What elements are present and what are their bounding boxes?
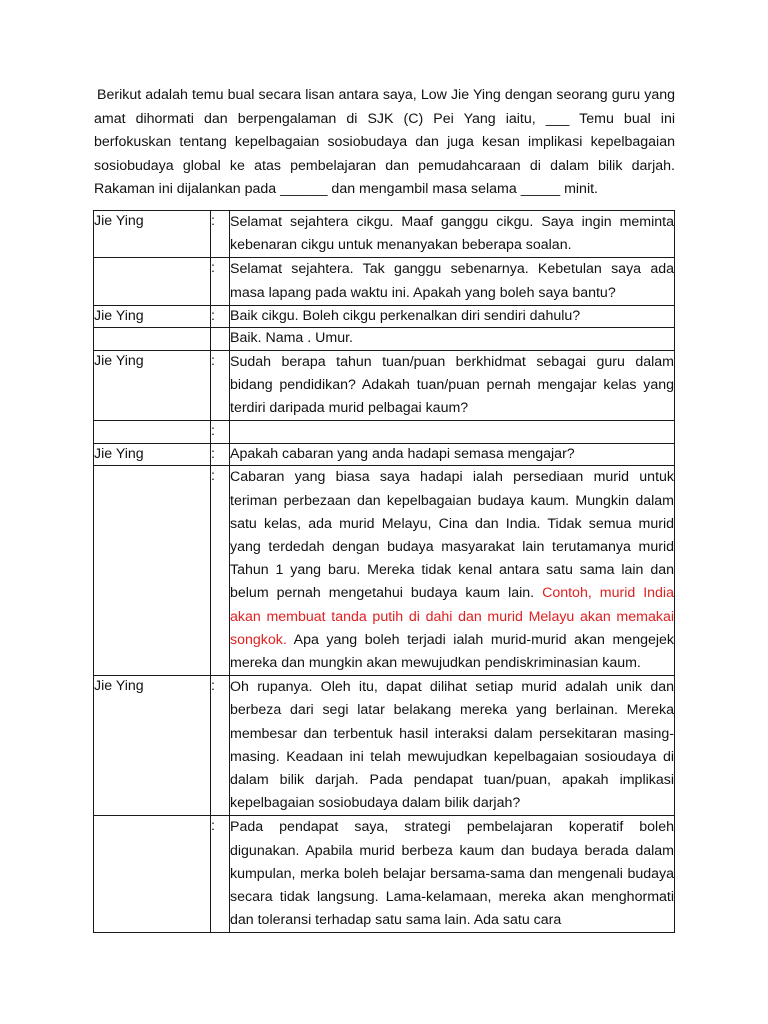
speaker-cell [94,328,211,351]
speaker-cell [94,816,211,933]
colon-cell: : [211,211,230,258]
colon-cell: : [211,816,230,933]
table-row [94,305,675,328]
table-row [94,466,675,676]
table-row [94,676,675,816]
dialogue-cell: Selamat sejahtera. Tak ganggu sebenarnya. Kebetulan saya ada masa lapang pada waktu ini. Apakah yang boleh saya bantu? [230,258,675,305]
colon-cell: : [211,421,230,444]
intro-paragraph [94,84,675,202]
dialogue-cell [230,421,675,444]
table-row [94,328,675,351]
speaker-cell [94,466,211,676]
speaker-cell [94,421,211,444]
blank-date: ______ [280,181,328,197]
table-row [94,816,675,933]
dialogue-cell [230,466,675,676]
speaker-cell: Jie Ying [94,443,211,466]
table-row [94,350,675,421]
intro-part-4: minit. [560,181,598,197]
blank-teacher-name: ___ [545,110,570,127]
colon-cell: : [211,676,230,816]
dialogue-cell: Selamat sejahtera cikgu. Maaf ganggu cikgu. Saya ingin meminta kebenaran cikgu untuk menanyakan beberapa soalan. [230,211,675,258]
table-row [94,258,675,305]
interview-transcript-table [93,210,675,933]
speaker-cell: Jie Ying [94,305,211,328]
intro-part-3: dan mengambil masa selama [327,181,521,197]
dialogue-text-part: Apa yang boleh terjadi ialah murid-murid akan mengejek mereka dan mungkin akan mewujudkan pendiskriminasian kaum. [230,631,674,672]
speaker-cell: Jie Ying [94,350,211,421]
dialogue-cell: Oh rupanya. Oleh itu, dapat dilihat setiap murid adalah unik dan berbeza dari segi latar belakang mereka yang berlainan. Mereka membesar dan terbentuk hasil interaksi dalam persekitaran masing-masing. Keadaan ini telah mewujudkan kepelbagaian sosioudaya di dalam bilik darjah. Pada pendapat tuan/puan, apakah implikasi kepelbagaian sosiobudaya dalam bilik darjah? [230,676,675,816]
table-row [94,421,675,444]
dialogue-cell: Pada pendapat saya, strategi pembelajaran koperatif boleh digunakan. Apabila murid berbeza kaum dan budaya berada dalam kumpulan, merka boleh belajar bersama-sama dan mengenali budaya secara tidak langsung. Lama-kelamaan, mereka akan menghormati dan toleransi terhadap satu sama lain. Ada satu cara [230,816,675,933]
dialogue-text-part: Cabaran yang biasa saya hadapi ialah persediaan murid untuk teriman perbezaan dan kepelbagaian budaya kaum. Mungkin dalam satu kelas, ada murid Melayu, Cina dan India. Tidak semua murid yang terdedah dengan budaya masyarakat lain terutamanya murid Tahun 1 yang baru. Mereka tidak kenal antara satu sama lain dan belum pernah mengetahui budaya kaum lain. [230,469,674,602]
speaker-cell: Jie Ying [94,211,211,258]
dialogue-cell: Baik cikgu. Boleh cikgu perkenalkan diri sendiri dahulu? [230,305,675,328]
colon-cell: : [211,443,230,466]
speaker-cell: Jie Ying [94,676,211,816]
dialogue-cell: Baik. Nama . Umur. [230,328,675,351]
table-row [94,443,675,466]
colon-cell: : [211,305,230,328]
colon-cell: : [211,350,230,421]
speaker-cell [94,258,211,305]
colon-cell: : [211,466,230,676]
blank-duration: _____ [520,181,561,197]
highlighted-example-text: Contoh, murid India akan membuat tanda putih di dahi dan murid Melayu akan memakai songkok. [230,585,674,648]
dialogue-cell: Apakah cabaran yang anda hadapi semasa mengajar? [230,443,675,466]
intro-part-2: Temu bual ini berfokuskan tentang kepelbagaian sosiobudaya dan juga kesan implikasi kepelbagaian sosiobudaya global ke atas pembelajaran dan pemudahcaraan di dalam bilik darjah. Rakaman ini dijalankan pada [94,110,675,197]
dialogue-cell: Sudah berapa tahun tuan/puan berkhidmat sebagai guru dalam bidang pendidikan? Adakah tuan/puan pernah mengajar kelas yang terdiri daripada murid pelbagai kaum? [230,350,675,421]
colon-cell: : [211,258,230,305]
table-row [94,211,675,258]
colon-cell [211,328,230,351]
intro-part-1: Berikut adalah temu bual secara lisan antara saya, Low Jie Ying dengan seorang guru yang amat dihormati dan berpengalaman di SJK (C) Pei Yang iaitu, [94,87,675,127]
intro-text [94,84,675,202]
